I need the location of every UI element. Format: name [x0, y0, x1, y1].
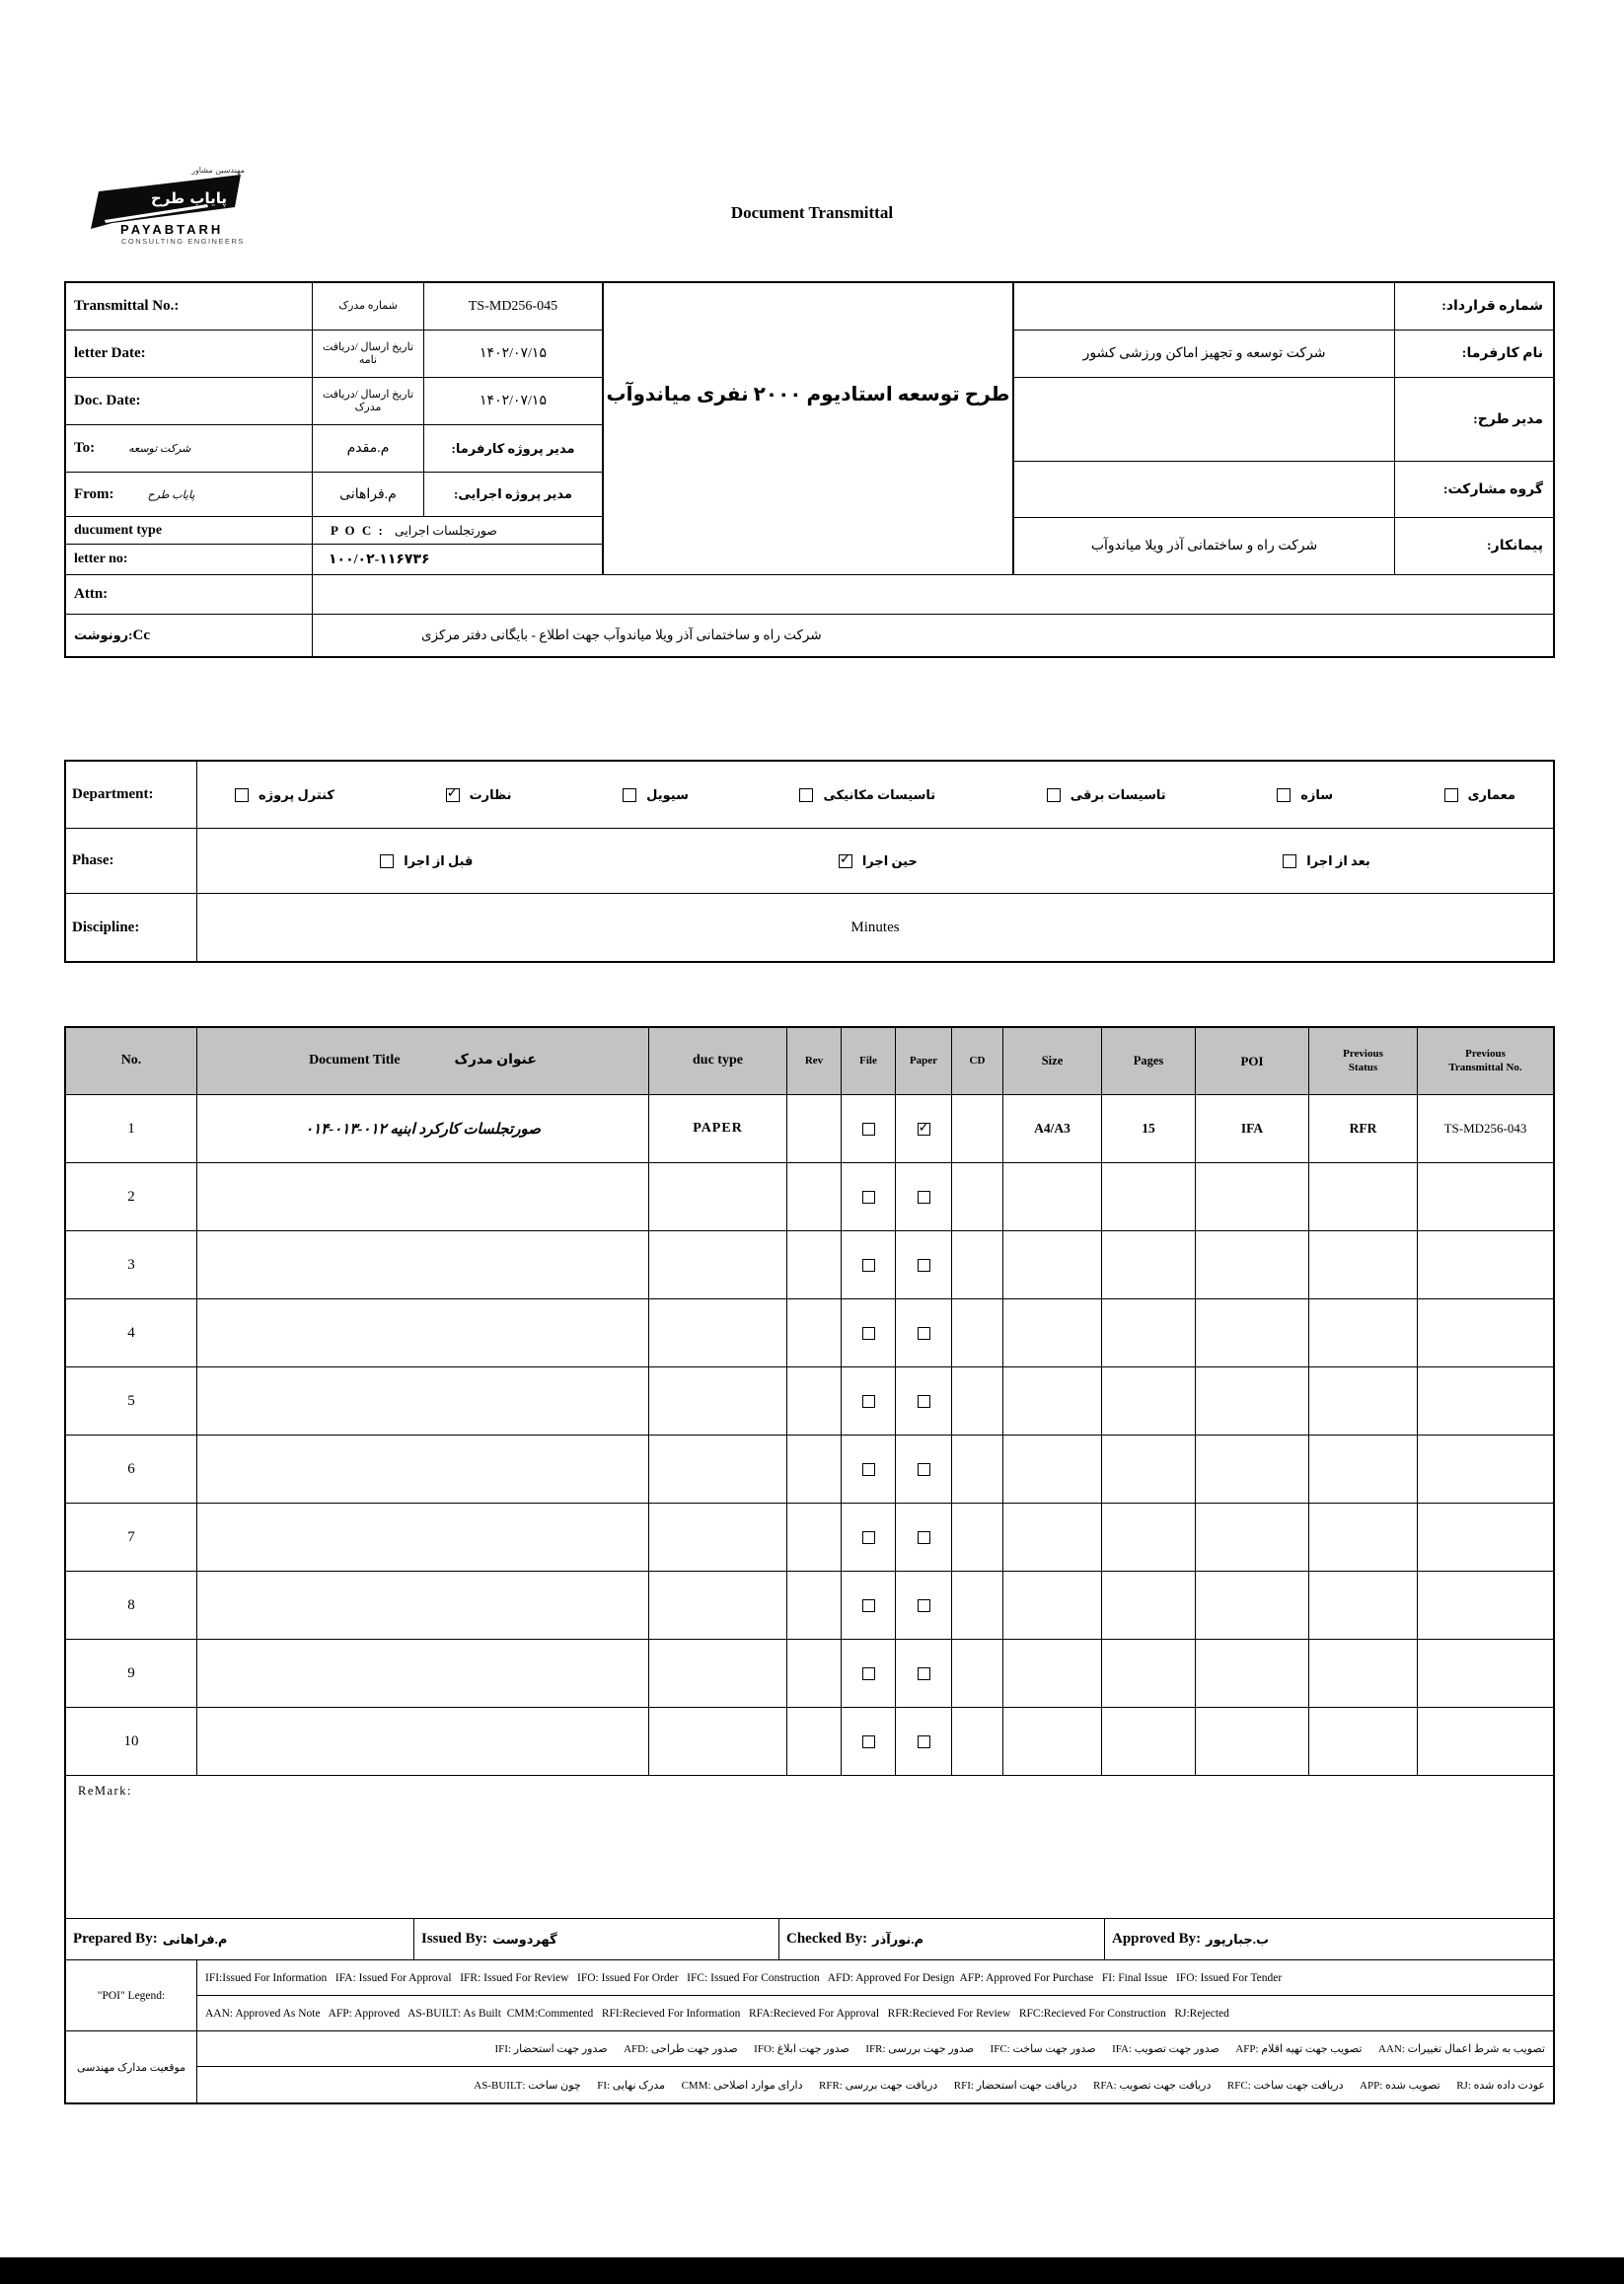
col-prev-status — [1309, 1028, 1418, 1094]
signature-row — [66, 1919, 1553, 1960]
row-poi — [1196, 1299, 1309, 1367]
cc-label-en: Cc — [132, 626, 150, 643]
table-row — [66, 1572, 1553, 1640]
row-rev — [787, 1572, 842, 1640]
logo-brand-en: PAYABTARH — [120, 222, 224, 237]
row-duc-type — [649, 1367, 787, 1436]
row-duc-type — [649, 1572, 787, 1640]
file-checkbox — [862, 1667, 875, 1680]
row-no: 9 — [66, 1640, 197, 1708]
project-title-block — [604, 283, 1012, 574]
phase-options — [197, 829, 1553, 893]
row-duc-type — [649, 1231, 787, 1299]
dept-mechanical — [799, 787, 935, 803]
row-size — [1003, 1299, 1102, 1367]
phase-during-label: حین اجرا — [861, 852, 918, 868]
legend-en-row2: AAN: Approved As Note AFP: Approved AS-BUILT: As Built CMM:Commented RFI:Recieved For Information RFA:Recieved For Approval RFR:Recieved For Review RFC:Recieved For Construction RJ:Rejected — [197, 1996, 1553, 2031]
to-value: م.مقدم — [313, 425, 424, 473]
row-duc-type — [649, 1504, 787, 1572]
row-cd — [952, 1299, 1003, 1367]
row-cd — [952, 1231, 1003, 1299]
phase-label: Phase: — [66, 829, 197, 893]
table-row — [66, 1163, 1553, 1231]
from-label-text: From: — [74, 485, 114, 502]
row-title — [197, 1163, 649, 1231]
dept-project-control — [235, 787, 334, 803]
contractor-value: شرکت راه و ساختمانی آذر ویلا میاندوآب — [1014, 518, 1395, 574]
row-prev-transmittal — [1418, 1231, 1553, 1299]
row-title — [197, 1367, 649, 1436]
row-paper-cell — [896, 1572, 952, 1640]
row-prev-status — [1309, 1436, 1418, 1504]
row-prev-status — [1309, 1231, 1418, 1299]
row-pages — [1102, 1367, 1196, 1436]
col-prev-transmittal — [1418, 1028, 1553, 1094]
client-pm-label: مدیر پروژه کارفرما: — [424, 425, 602, 473]
logo-tagline: مهندسین مشاور — [191, 166, 245, 175]
col-title — [197, 1028, 649, 1094]
page-bottom-bar — [0, 2257, 1624, 2284]
cc-label — [66, 615, 313, 656]
row-title — [197, 1504, 649, 1572]
dept-civil — [623, 787, 689, 803]
letter-date-value: ۱۴۰۲/۰۷/۱۵ — [424, 331, 602, 378]
paper-checkbox — [918, 1259, 930, 1272]
table-row — [66, 1299, 1553, 1367]
file-checkbox — [862, 1191, 875, 1204]
row-rev — [787, 1163, 842, 1231]
row-no: 6 — [66, 1436, 197, 1504]
row-paper-cell — [896, 1095, 952, 1163]
row-rev — [787, 1299, 842, 1367]
legend-fa-row2: عودت داده شده :RJ تصویب شده :APP دریافت جهت ساخت :RFC دریافت جهت تصویب :RFA دریافت جهت استحضار :RFI دریافت جهت بررسی :RFR دارای موارد اصلاحی :CMM مدرک نهایی :FI چون ساخت :AS-BUILT — [474, 2079, 1545, 2092]
phase-after — [1283, 853, 1370, 869]
row-title — [197, 1572, 649, 1640]
logo-brand-fa: پایاب طرح — [150, 189, 227, 207]
row-pages — [1102, 1163, 1196, 1231]
row-no: 8 — [66, 1572, 197, 1640]
letter-no-label: letter no: — [66, 545, 313, 574]
discipline-label: Discipline: — [66, 894, 197, 961]
exec-pm-label: مدیر پروژه اجرایی: — [424, 473, 602, 517]
row-cd — [952, 1163, 1003, 1231]
from-label — [66, 473, 313, 517]
department-options — [197, 762, 1553, 828]
row-cd — [952, 1504, 1003, 1572]
paper-checkbox — [918, 1735, 930, 1748]
file-checkbox — [862, 1259, 875, 1272]
client-name-label: نام کارفرما: — [1395, 331, 1553, 378]
col-paper: Paper — [896, 1028, 952, 1094]
row-paper-cell — [896, 1708, 952, 1776]
row-prev-transmittal — [1418, 1436, 1553, 1504]
transmittal-no-label: Transmittal No.: — [66, 283, 313, 331]
row-size — [1003, 1436, 1102, 1504]
row-no: 1 — [66, 1095, 197, 1163]
remark-area — [66, 1776, 1553, 1919]
discipline-row — [66, 894, 1553, 961]
row-poi — [1196, 1504, 1309, 1572]
paper-checkbox — [918, 1599, 930, 1612]
row-no: 4 — [66, 1299, 197, 1367]
row-file-cell — [842, 1504, 896, 1572]
row-poi — [1196, 1367, 1309, 1436]
dept-electrical-checkbox — [1047, 788, 1061, 802]
col-title-en: Document Title — [309, 1053, 401, 1068]
file-checkbox — [862, 1531, 875, 1544]
discipline-value: Minutes — [850, 919, 900, 935]
partnership-label: گروه مشارکت: — [1395, 462, 1553, 518]
prepared-by-name: م.فراهانی — [162, 1931, 228, 1947]
row-title — [197, 1299, 649, 1367]
row-cd — [952, 1708, 1003, 1776]
row-prev-transmittal — [1418, 1163, 1553, 1231]
paper-checkbox — [918, 1463, 930, 1476]
col-rev: Rev — [787, 1028, 842, 1094]
logo-subtitle: CONSULTING ENGINEERS — [121, 237, 245, 246]
checked-by-name: م.نورآذر — [872, 1931, 923, 1947]
dept-supervision — [446, 787, 512, 803]
prepared-by-cell — [66, 1919, 414, 1960]
row-size — [1003, 1504, 1102, 1572]
legend-fa-row1: تصویب به شرط اعمال تغییرات :AAN تصویب جهت تهیه اقلام :AFP صدور جهت تصویب :IFA صدور جهت ساخت :IFC صدور جهت بررسی :IFR صدور جهت ابلاغ :IFO صدور جهت طراحی :AFD صدور جهت استحضار :IFI — [197, 2031, 1553, 2067]
header-right-block — [1012, 283, 1553, 574]
row-prev-status: RFR — [1309, 1095, 1418, 1163]
header-left-block — [66, 283, 604, 574]
col-prev-status-line2: Status — [1348, 1061, 1378, 1073]
row-size — [1003, 1367, 1102, 1436]
row-prev-transmittal — [1418, 1640, 1553, 1708]
row-poi — [1196, 1436, 1309, 1504]
col-prev-tx-line2: Transmittal No. — [1448, 1061, 1522, 1073]
row-size: A4/A3 — [1003, 1095, 1102, 1163]
dept-civil-checkbox — [623, 788, 636, 802]
row-duc-type — [649, 1708, 787, 1776]
col-duc-type: duc type — [649, 1028, 787, 1094]
design-manager-label: مدیر طرح: — [1395, 378, 1553, 462]
row-prev-transmittal — [1418, 1708, 1553, 1776]
row-title: صورتجلسات کارکرد ابنیه ۰۱۲-۰۱۳-۰۱۴ — [197, 1095, 649, 1163]
document-type-code: P O C : — [331, 522, 385, 538]
phase-before — [380, 853, 473, 869]
dept-structure-checkbox — [1277, 788, 1291, 802]
table-row — [66, 1231, 1553, 1299]
doc-date-value: ۱۴۰۲/۰۷/۱۵ — [424, 378, 602, 425]
table-row — [66, 1367, 1553, 1436]
row-paper-cell — [896, 1640, 952, 1708]
row-cd — [952, 1436, 1003, 1504]
doc-date-label: Doc. Date: — [66, 378, 313, 425]
row-rev — [787, 1640, 842, 1708]
phase-during — [839, 853, 918, 869]
table-row — [66, 1436, 1553, 1504]
poi-legend-label: "POI" Legend: — [66, 1960, 196, 2031]
row-poi: IFA — [1196, 1095, 1309, 1163]
row-file-cell — [842, 1095, 896, 1163]
col-prev-status-line1: Previous — [1343, 1048, 1383, 1061]
row-poi — [1196, 1163, 1309, 1231]
row-pages — [1102, 1436, 1196, 1504]
document-type-fa: صورتجلسات اجرایی — [394, 523, 497, 538]
row-rev — [787, 1367, 842, 1436]
cc-row — [66, 614, 1553, 656]
approved-by-label: Approved By: — [1112, 1931, 1202, 1947]
cc-label-fa: رونوشت: — [74, 627, 133, 642]
letter-no-value: ۱۰۰/۰۲-۱۱۶۷۳۶ — [329, 552, 430, 567]
transmittal-no-value: TS-MD256-045 — [424, 283, 602, 331]
row-file-cell — [842, 1299, 896, 1367]
paper-checkbox — [918, 1531, 930, 1544]
discipline-cell — [197, 894, 1553, 961]
file-checkbox — [862, 1123, 875, 1136]
row-paper-cell — [896, 1231, 952, 1299]
row-prev-status — [1309, 1572, 1418, 1640]
phase-during-checkbox — [839, 854, 852, 868]
row-paper-cell — [896, 1367, 952, 1436]
row-rev — [787, 1708, 842, 1776]
row-pages — [1102, 1299, 1196, 1367]
row-no: 3 — [66, 1231, 197, 1299]
checked-by-label: Checked By: — [786, 1931, 868, 1947]
row-duc-type — [649, 1436, 787, 1504]
row-no: 7 — [66, 1504, 197, 1572]
row-no: 2 — [66, 1163, 197, 1231]
row-paper-cell — [896, 1436, 952, 1504]
row-paper-cell — [896, 1299, 952, 1367]
paper-checkbox — [918, 1191, 930, 1204]
attn-label: Attn: — [66, 575, 313, 614]
dept-electrical-label: تاسیسات برقی — [1070, 786, 1166, 802]
file-checkbox — [862, 1735, 875, 1748]
row-prev-transmittal — [1418, 1504, 1553, 1572]
row-file-cell — [842, 1708, 896, 1776]
row-pages — [1102, 1231, 1196, 1299]
col-poi: POI — [1196, 1028, 1309, 1094]
department-label: Department: — [66, 762, 197, 828]
row-prev-transmittal: TS-MD256-043 — [1418, 1095, 1553, 1163]
row-duc-type — [649, 1163, 787, 1231]
row-no: 10 — [66, 1708, 197, 1776]
dept-mechanical-checkbox — [799, 788, 813, 802]
row-poi — [1196, 1231, 1309, 1299]
document-table-header — [66, 1028, 1553, 1095]
row-file-cell — [842, 1163, 896, 1231]
row-rev — [787, 1436, 842, 1504]
file-checkbox — [862, 1395, 875, 1408]
col-cd: CD — [952, 1028, 1003, 1094]
letter-date-label: letter Date: — [66, 331, 313, 378]
table-row — [66, 1095, 1553, 1163]
row-prev-transmittal — [1418, 1367, 1553, 1436]
dept-architecture-checkbox — [1444, 788, 1458, 802]
row-duc-type — [649, 1299, 787, 1367]
dept-architecture — [1444, 787, 1515, 803]
row-duc-type — [649, 1640, 787, 1708]
phase-after-checkbox — [1283, 854, 1296, 868]
row-prev-transmittal — [1418, 1299, 1553, 1367]
row-size — [1003, 1231, 1102, 1299]
dept-project-control-label: کنترل پروژه — [258, 786, 334, 802]
paper-checkbox — [918, 1123, 930, 1136]
dept-supervision-label: نظارت — [469, 786, 512, 802]
row-title — [197, 1231, 649, 1299]
row-file-cell — [842, 1367, 896, 1436]
row-poi — [1196, 1572, 1309, 1640]
row-size — [1003, 1163, 1102, 1231]
row-file-cell — [842, 1572, 896, 1640]
dept-mechanical-label: تاسیسات مکانیکی — [823, 786, 936, 802]
row-prev-status — [1309, 1640, 1418, 1708]
contract-no-value — [1014, 283, 1395, 331]
row-duc-type: PAPER — [649, 1095, 787, 1163]
paper-checkbox — [918, 1395, 930, 1408]
row-cd — [952, 1367, 1003, 1436]
phase-before-checkbox — [380, 854, 394, 868]
file-checkbox — [862, 1599, 875, 1612]
checked-by-cell — [779, 1919, 1105, 1960]
dept-civil-label: سیویل — [646, 786, 689, 802]
file-checkbox — [862, 1327, 875, 1340]
row-prev-status — [1309, 1163, 1418, 1231]
issued-by-label: Issued By: — [421, 1931, 488, 1947]
from-value: م.فراهانی — [313, 473, 424, 517]
contract-no-label: شماره قرارداد: — [1395, 283, 1553, 331]
classification-table — [64, 760, 1555, 963]
row-prev-status — [1309, 1504, 1418, 1572]
to-label-text: To: — [74, 440, 96, 456]
dept-structure — [1277, 787, 1333, 803]
row-poi — [1196, 1708, 1309, 1776]
project-title: طرح توسعه استادیوم ۲۰۰۰ نفری میاندوآب — [606, 384, 1010, 405]
col-size: Size — [1003, 1028, 1102, 1094]
document-type-value — [313, 517, 602, 545]
row-poi — [1196, 1640, 1309, 1708]
row-cd — [952, 1095, 1003, 1163]
row-title — [197, 1640, 649, 1708]
header-table — [64, 281, 1555, 658]
approved-by-cell — [1105, 1919, 1553, 1960]
legend-table — [66, 1960, 1553, 2102]
row-no: 5 — [66, 1367, 197, 1436]
client-name-value: شرکت توسعه و تجهیز اماکن ورزشی کشور — [1014, 331, 1395, 378]
row-rev — [787, 1504, 842, 1572]
row-size — [1003, 1708, 1102, 1776]
table-row — [66, 1504, 1553, 1572]
dept-architecture-label: معماری — [1467, 786, 1515, 802]
paper-checkbox — [918, 1327, 930, 1340]
legend-rows — [197, 1960, 1553, 2102]
document-table — [64, 1026, 1555, 2104]
row-pages: 15 — [1102, 1095, 1196, 1163]
col-title-fa: عنوان مدرک — [454, 1053, 537, 1068]
row-prev-status — [1309, 1367, 1418, 1436]
row-paper-cell — [896, 1163, 952, 1231]
legend-labels — [66, 1960, 197, 2102]
remark-label: ReMark: — [78, 1784, 132, 1798]
issued-by-name: گهردوست — [492, 1931, 557, 1947]
table-row — [66, 1708, 1553, 1776]
to-label — [66, 425, 313, 473]
cc-value: شرکت راه و ساختمانی آذر ویلا میاندوآب جهت اطلاع - بایگانی دفتر مرکزی — [421, 627, 822, 642]
department-row — [66, 762, 1553, 829]
row-title — [197, 1708, 649, 1776]
col-prev-tx-line1: Previous — [1465, 1048, 1506, 1061]
contractor-label: پیمانکار: — [1487, 539, 1543, 553]
design-manager-value — [1014, 378, 1395, 462]
file-checkbox — [862, 1463, 875, 1476]
row-file-cell — [842, 1231, 896, 1299]
row-file-cell — [842, 1436, 896, 1504]
prepared-by-label: Prepared By: — [73, 1931, 158, 1947]
row-file-cell — [842, 1640, 896, 1708]
attn-row — [66, 574, 1553, 614]
issued-by-cell — [414, 1919, 779, 1960]
row-size — [1003, 1572, 1102, 1640]
row-paper-cell — [896, 1504, 952, 1572]
legend-en-row1: IFI:Issued For Information IFA: Issued For Approval IFR: Issued For Review IFO: Issued For Order IFC: Issued For Construction AFD: Approved For Design AFP: Approved For Purchase FI: Final Issue IFO: Issued For Tender — [197, 1960, 1553, 1996]
row-cd — [952, 1572, 1003, 1640]
approved-by-name: ب.جبارپور — [1206, 1931, 1270, 1947]
phase-row — [66, 829, 1553, 894]
row-rev — [787, 1231, 842, 1299]
to-note: شرکت توسعه — [128, 443, 191, 455]
col-no: No. — [66, 1028, 197, 1094]
dept-supervision-checkbox — [446, 788, 460, 802]
transmittal-no-label-fa: شماره مدرک — [313, 283, 424, 331]
row-prev-status — [1309, 1299, 1418, 1367]
page-title: Document Transmittal — [730, 203, 894, 222]
row-pages — [1102, 1640, 1196, 1708]
letter-date-label-fa: تاریخ ارسال /دریافت نامه — [313, 331, 424, 378]
row-title — [197, 1436, 649, 1504]
row-prev-transmittal — [1418, 1572, 1553, 1640]
table-row — [66, 1640, 1553, 1708]
paper-checkbox — [918, 1667, 930, 1680]
dept-structure-label: سازه — [1300, 786, 1334, 802]
col-file: File — [842, 1028, 896, 1094]
row-pages — [1102, 1504, 1196, 1572]
partnership-value — [1014, 462, 1395, 518]
cc-value-cell — [313, 615, 1553, 656]
fa-legend-label: موقعیت مدارک مهندسی — [76, 2061, 186, 2074]
col-pages: Pages — [1102, 1028, 1196, 1094]
row-size — [1003, 1640, 1102, 1708]
phase-before-label: قبل از اجرا — [404, 852, 474, 868]
row-pages — [1102, 1572, 1196, 1640]
row-rev — [787, 1095, 842, 1163]
row-prev-status — [1309, 1708, 1418, 1776]
from-note: پایاب طرح — [147, 488, 195, 501]
dept-project-control-checkbox — [235, 788, 249, 802]
dept-electrical — [1047, 787, 1166, 803]
document-type-label: ducument type — [66, 517, 313, 545]
doc-date-label-fa: تاریخ ارسال /دریافت مدرک — [313, 378, 424, 425]
phase-after-label: بعد از اجرا — [1306, 852, 1370, 868]
row-pages — [1102, 1708, 1196, 1776]
row-cd — [952, 1640, 1003, 1708]
attn-value — [313, 575, 1553, 614]
